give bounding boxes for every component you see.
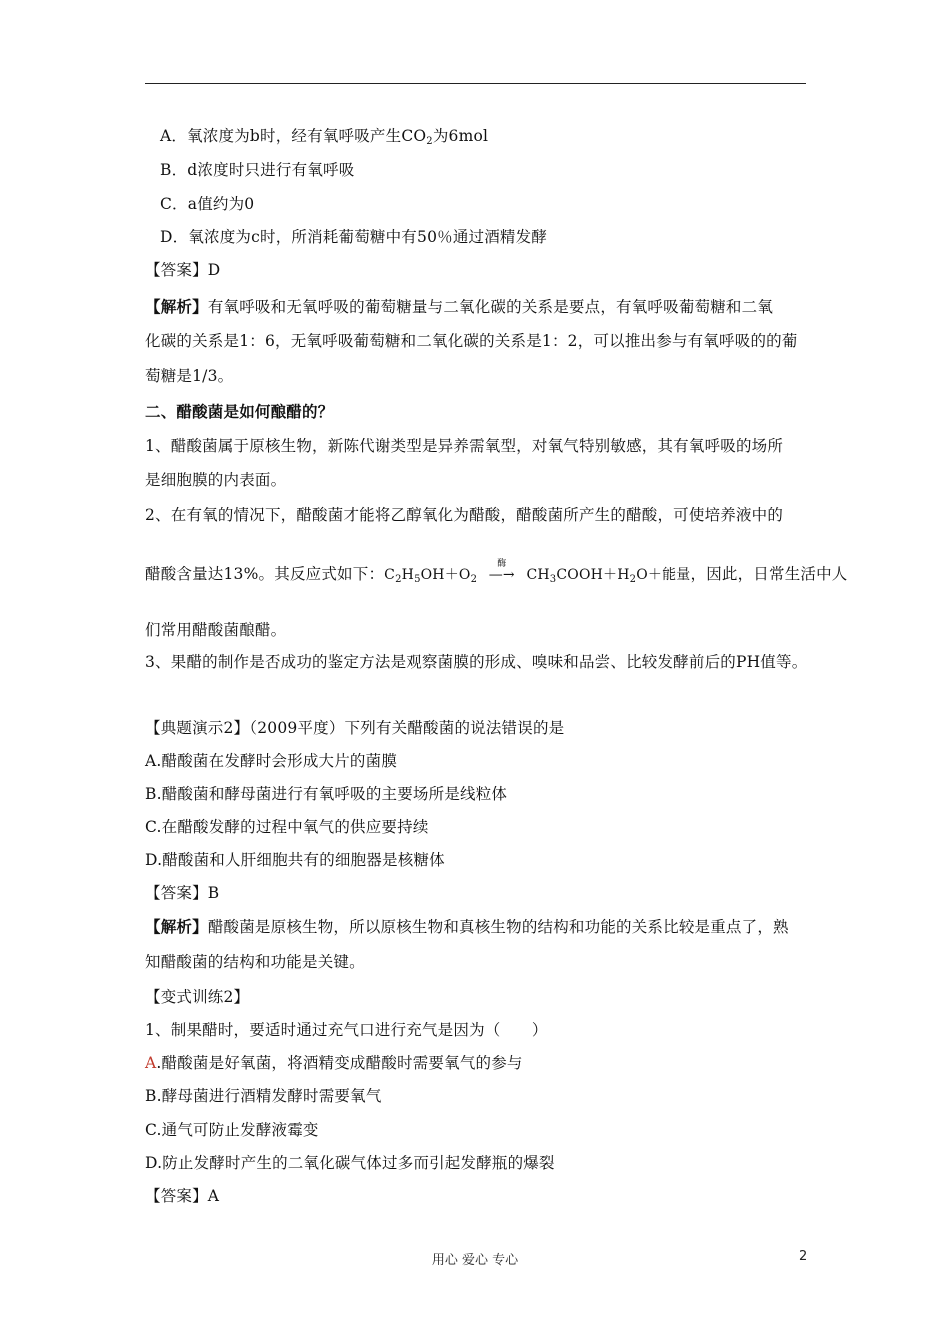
variant2-title: 【变式训练2】 — [145, 988, 250, 1006]
section2-p1-line1: 1、醋酸菌属于原核生物，新陈代谢类型是异养需氧型，对氧气特别敏感，其有氧呼吸的场所 — [145, 437, 784, 455]
reaction-equation: $C_2H_5OH+O_2$ 酶 —→ $CH_3COOH+H_2O+$能量 — [384, 559, 691, 585]
page-footer: 用心 爱心 专心 — [431, 1253, 519, 1268]
example2-analysis-line1: 【解析】醋酸菌是原核生物，所以原核生物和真核生物的结构和功能的关系比较是重点了，熟 — [145, 917, 789, 936]
example2-analysis-line2: 知醋酸菌的结构和功能是关键。 — [145, 953, 365, 971]
example2-option-a: A.醋酸菌在发酵时会形成大片的菌膜 — [145, 752, 398, 770]
variant2-option-a: A.醋酸菌是好氧菌，将酒精变成醋酸时需要氧气的参与 — [145, 1054, 523, 1072]
variant2-question: 1、制果醋时，要适时通过充气口进行充气是因为（ ） — [145, 1021, 548, 1039]
example2-title: 【典题演示2】（2009平度）下列有关醋酸菌的说法错误的是 — [145, 719, 565, 737]
section2-title: 二、醋酸菌是如何酿醋的？ — [145, 402, 334, 421]
q1-answer: 【答案】D — [145, 261, 221, 279]
section2-p1-line2: 是细胞膜的内表面。 — [145, 471, 287, 489]
q1-option-c: C．a值约为0 — [160, 195, 255, 213]
section2-p2-line1: 2、在有氧的情况下，醋酸菌才能将乙醇氧化为醋酸，醋酸菌所产生的醋酸，可使培养液中的 — [145, 506, 784, 524]
q1-option-b: B．d浓度时只进行有氧呼吸 — [160, 161, 355, 179]
reaction-arrow: 酶 —→ — [488, 559, 515, 583]
q1-analysis-line1: 【解析】有氧呼吸和无氧呼吸的葡萄糖量与二氧化碳的关系是要点，有氧呼吸葡萄糖和二氧 — [145, 297, 774, 316]
q1-analysis-line2: 化碳的关系是1：6，无氧呼吸葡萄糖和二氧化碳的关系是1：2，可以推出参与有氧呼吸的的葡 — [145, 332, 798, 350]
variant2-option-b: B.酵母菌进行酒精发酵时需要氧气 — [145, 1087, 382, 1105]
variant2-option-c: C.通气可防止发酵液霉变 — [145, 1121, 319, 1139]
q1-option-d: D．氧浓度为c时，所消耗葡萄糖中有50％通过酒精发酵 — [160, 228, 548, 246]
variant2-answer: 【答案】A — [145, 1187, 220, 1205]
q1-option-a: A．氧浓度为b时，经有氧呼吸产生$CO_2$为6mol — [160, 127, 489, 147]
header-rule — [145, 83, 806, 84]
q1-analysis-line3: 萄糖是1/3。 — [145, 367, 234, 385]
section2-p2-line3: 们常用醋酸菌酿醋。 — [145, 621, 287, 639]
section2-p2-line2: 醋酸含量达13%。其反应式如下：$C_2H_5OH+O_2$ 酶 —→ $CH_3COOH+H_2O+$能量，因此，日常生活中人 — [145, 559, 848, 585]
example2-option-c: C.在醋酸发酵的过程中氧气的供应要持续 — [145, 818, 429, 836]
section2-p3: 3、果醋的制作是否成功的鉴定方法是观察菌膜的形成、嗅味和品尝、比较发酵前后的PH值等。 — [145, 653, 808, 671]
variant2-option-d: D.防止发酵时产生的二氧化碳气体过多而引起发酵瓶的爆裂 — [145, 1154, 555, 1172]
example2-answer: 【答案】B — [145, 884, 220, 902]
page-number: 2 — [799, 1249, 808, 1264]
example2-option-b: B.醋酸菌和酵母菌进行有氧呼吸的主要场所是线粒体 — [145, 785, 508, 803]
example2-option-d: D.醋酸菌和人肝细胞共有的细胞器是核糖体 — [145, 851, 445, 869]
